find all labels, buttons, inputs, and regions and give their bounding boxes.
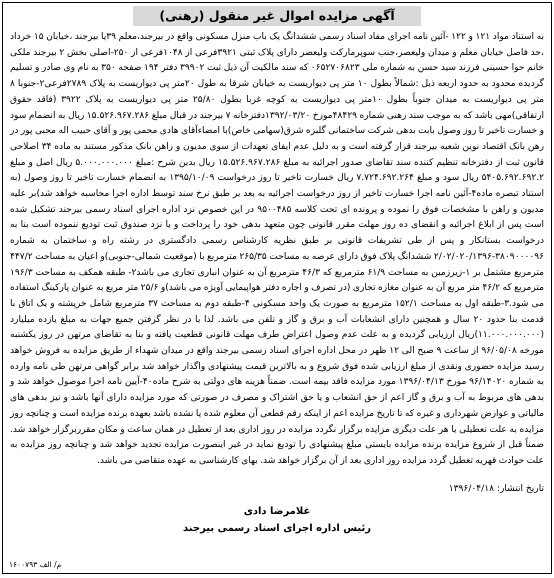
signer-name: غلامرضا دادی: [243, 506, 311, 517]
notice-body: به استناد مواد ۱۲۱ و ۱۲۲ -آئین نامه اجرای مفاد اسناد رسمی ششدانگ یک باب منزل مسکونی واقع در بیرجند،معلم ۳۹یا بیرجند ،خیابان ۱۵ خرداد ،حد فاصل خیابان معلم و میدان ولیعصر،جنب سوپرمارکت ولیعصر دارای پلاک ثبتی ۳۹۲۱فرعی از ۱۰۴۸فرعی از ۲۵۰-اصلی بخش ۲ بیرجند ملکی خانم حوا حسینی فرزند سید حسن به شماره ملی ۰۶۵۲۷۰۶۸۲۳ که سند مالکیت آن ذیل ثبت ۳۹۹۰۲ دفتر ۱۹۴ صفحه ۳۵۰ به نام وی صادر و تسلیم گردیده محدود به حدود اربعه ذیل :شمالاً بطول ۱۰ متر پی دیواریست به خیابان شرقا به طول ۲۰متر پی دیواریست به پلاک ۲۷۸۹فرعی۲-جنوبا ۸ متر پی دیواریست به میدان جنوباً بطول ۱۰متر پی دیواریست به کوچه غربا بطول ۲۵/۸۰ متر پی دیواریست به پلاک ۳۹۲۲ (فاقد حقوق ارتفاقی)مهی باشد که به موجب سند رهنی شماره ۴۸۴۲۹مورخ ۱۳۹۲/۰۳/۲۰دفترخانه ۷ بیرجند در قبال مبلغ ۱۵.۵۲۶.۹۶۷.۲۸۶ ریال به انضمام سود و خسارت تاخیر تا روز وصول بابت بدهی شرکت ساختمانی گلبزه شرق(سهامی خاص)با امضاءآقای هادی محمی پور و آقای حبیب اله محبی پور در رهن بانک اقتصاد نوین شعبه بیرجند قرار گرفته است و به دلیل عدم ایفای تعهدات از سوی مدیون و راهن بانک مذکور مستند به ماده ۳۴ اصلاحی قانون ثبت از دفترخانه تنظیم کننده سند تقاضای صدور اجرائیه به مبلغ ۱۵.۵۲۶.۹۶۷.۲۸۶ ریال بدین شرح :مبلغ ۵.۰۰۰.۰۰۰.۰۰۰ ریال اصل و مبلغ ۵۴۰۵.۶۹۲.۶۹۲.۲ ریال سود و مبلغ ۷.۷۲۴.۶۹۲.۲۶۴ ریال خسارت تاخیر تا روز درخواست ۱۳۹۵/۱۰/۰۹ به انضمام خسارت تاخیر تا روز وصول (به استناد تبصره ماده۴-آئین نامه اجرا خسارت تاخیر از روز درخواست اجرائیه به بعد بر طبق نرخ سند توسط اداره اجرا محاسبه خواهد شد)بر علیه مدیون و راهن با مشخصات فوق را نموده و پرونده ای تحت کلاسه ۹۵۰۰۴۸۵ در این خصوص نزد اداره اجرای اسناد رسمی بیرجند تشکیل شده است پس از ابلاغ اجرائیه و انقضای ده روز مهلت مقرر قانونی چون متعهد بدهی خود را پرداخت و یا نزد صندوق ثبت تودیع ننموده است بنا به درخواست بستانکار و پس از طی تشریفات قانونی بر طبق نظریه کارشناس رسمی دادگستری در رشته راه و ساختمان به شماره ۳۸۰۹۰۰۰۰۹۶-۲/۰۲/۰۲۰/۱۳۹۶ ششدانگ پلاک فوق دارای عرصه به مساحت ۲۶۵/۳۵ مترمربع با (موقعیت شمالی-جنوبی)و اعیان به مساحت ۴۴۷/۲ مترمربع مشتمل بر ۱-زیرزمین به مساحت ۶۱/۹ مترمربع که ۴۶/۳ مترمربع آن به عنوان انباری تجاری می باشد۲- طبقه همکف به مساحت ۱۹۶/۳ مترمربع که ۴۶/۲ متر مربع آن به عنوان مغازه تجاری (در تصرف و اجاره دفتر هواپیمایی آویژه می باشد)و ۲۵/۶ متر مربع به عنوان پارکینگ استفاده می شود.۳-طبقه اول به مساحت ۱۵۲/۱ مترمربع به صورت یک واحد مسکونی ۴-طبقه دوم به مساحت ۳۷ مترمربع شامل خرپشته و یک اتاق با قدمت بنا حدود ۲۰ سال و همچنین دارای انشعابات آب و برق و گاز و تلفن می باشد. لذا با در نظر گرفتن جمیع جهات به مبلغ یازده میلیارد (۱۱.۰۰۰.۰۰۰.۰۰۰)ریال ارزیابی گردیده و به علت عدم وصول اعتراض طرف مهلت قانونی قطعیت یافته و بنا به تقاضای مرتهن در روز یکشنبه مورخه ۹۶/۰۵/۰۸ از ساعت ۹ صبح الی ۱۲ ظهر در محل اداره اجرای اسناد رسمی بیرجند واقع در میدان شهداء از طریق مزایده به فروش خواهد رسید مزایده حضوری ونقدی از مبلغ ارزیابی شده فوق شروع و به بالاترین قیمت پیشنهادی واگذار خواهد شد برابر گواهی مرتهن طی نامه وارده به شماره ۹۶/۱۴۰۲۰ مورخ ۱۳۹۶/۰۴/۱۳ مورد مزایده فاقد بیمه است. ضمناً هزینه های دولتی به شرح ماده۴۰-آیین نامه اجرا موصول خواهد شد و بدهی های مربوط به آب و برق و گاز اعم از حق انشعاب و یا حق اشتراک و مصرف در صورتی که مورد مزایده دارای آنها باشد و نیز بدهی های مالیاتی و عوارض شهرداری و غیره که تا تاریخ مزایده اعم از اینکه رقم قطعی آن معلوم شده یا نشده باشد بعهده برنده مزایده است و چنانچه روز مزایده به علت تعطیلی یا هر علت دیگری مزایده برگزار نگردد مزایده در روز اداری بعد از تعطیل در همان ساعت و مکان مقرربرگزار خواهد شد. ضمناً قبل از شروع مزایده برنده مزایده بایستی مبلغ پیشنهادی را تودیع نماید در غیر اینصورت مزایده تجدید خواهد شد و چنانچه روز مزایده به علت حوادث قهریه تعطیل گردد مزایده روز اداری بعد از آن برگزار خواهد شد. بهای کارشناسی به عهده متقاضی می باشد.: [10, 32, 545, 466]
title-bar: [3, 3, 551, 26]
notice-title: آگهی مزایده اموال غیر منقول (رهنی): [133, 6, 420, 26]
ad-code: ۱۶۰۰۷۹۳ م/ الف: [9, 560, 62, 569]
notice-box: [2, 2, 552, 574]
signer-title: رئیس اداره اجرای اسناد رسمی بیرجند: [183, 523, 371, 534]
signature-block: [3, 503, 551, 537]
publication-date: تاریخ انتشار: ۱۳۹۶/۰۴/۱۸: [448, 484, 544, 494]
